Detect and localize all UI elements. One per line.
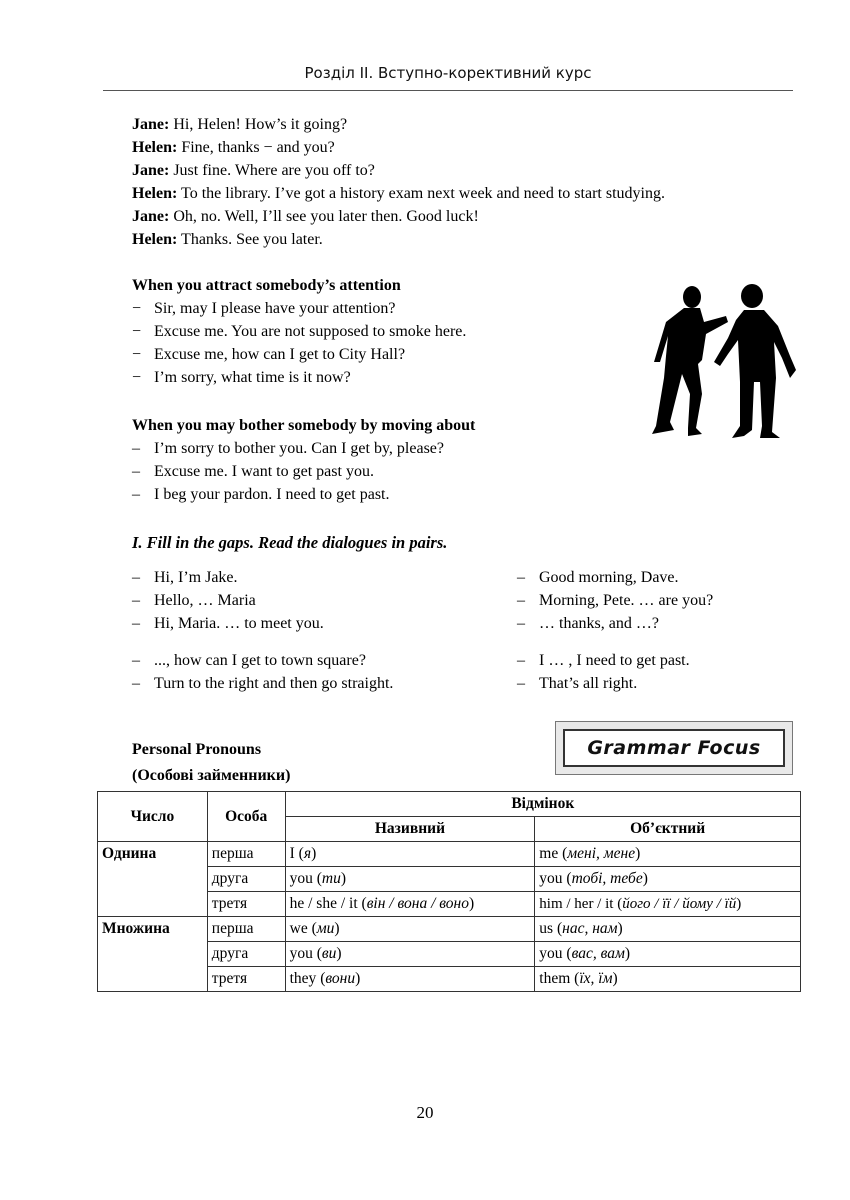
table-row: друга you (ви) you (вас, вам): [98, 942, 801, 967]
task-title: I. Fill in the gaps. Read the dialogues in pairs.: [132, 533, 448, 552]
task-right-group-2: [517, 649, 690, 695]
header-objective: Об’єктний: [535, 817, 801, 842]
attention-section: [132, 274, 466, 389]
dialogue-line: [132, 113, 665, 136]
utterance: Thanks. See you later.: [177, 231, 323, 248]
speaker: Jane:: [132, 116, 170, 133]
task-left-group-1: [132, 566, 324, 635]
speaker: Helen:: [132, 231, 178, 248]
grammar-focus-label: Grammar Focus: [587, 737, 761, 759]
dialogue: [132, 113, 665, 251]
pronouns-table: [97, 791, 801, 992]
utterance: To the library. I’ve got a history exam next week and need to start studying.: [177, 185, 665, 202]
dialogue-gap-line: – Good morning, Dave.: [517, 569, 679, 586]
list-item: − Sir, may I please have your attention?: [132, 300, 396, 317]
dialogue-line: [132, 136, 665, 159]
two-men-silhouette-illustration: [640, 282, 805, 444]
utterance: Hi, Helen! How’s it going?: [169, 116, 348, 133]
dialogue-gap-line: – Hi, Maria. … to meet you.: [132, 615, 324, 632]
running-header: Розділ II. Вступно-корективний курс: [304, 64, 592, 82]
speaker: Helen:: [132, 139, 178, 156]
bother-section: [132, 414, 475, 506]
list-item: − Excuse me. You are not supposed to smoke here.: [132, 323, 467, 340]
section-heading: When you may bother somebody by moving about: [132, 417, 476, 434]
table-row: Однина перша I (я) me (мені, мене): [98, 842, 801, 867]
list-item: − Excuse me, how can I get to City Hall?: [132, 346, 406, 363]
header-number: Число: [98, 792, 208, 842]
page-number: 20: [416, 1103, 434, 1122]
header-divider: [103, 90, 793, 91]
section-heading: When you attract somebody’s attention: [132, 277, 401, 294]
utterance: Fine, thanks − and you?: [177, 139, 335, 156]
utterance: Just fine. Where are you off to?: [169, 162, 375, 179]
pronouns-title: Personal Pronouns (Особові займенники): [132, 741, 291, 784]
dialogue-line: [132, 205, 665, 228]
dialogue-gap-line: – Morning, Pete. … are you?: [517, 592, 714, 609]
grammar-focus-badge: [555, 721, 793, 775]
task-left-group-2: [132, 649, 393, 695]
table-row: Множина перша we (ми) us (нас, нам): [98, 917, 801, 942]
utterance: Oh, no. Well, I’ll see you later then. Good luck!: [169, 208, 479, 225]
table-row: третя they (вони) them (їх, їм): [98, 967, 801, 992]
dialogue-line: [132, 228, 665, 251]
number-cell: Однина: [98, 842, 208, 917]
list-item: – I’m sorry to bother you. Can I get by, please?: [132, 440, 444, 457]
table-row: третя he / she / it (він / вона / воно) him / her / it (його / її / йому / їй): [98, 892, 801, 917]
dialogue-gap-line: – Hi, I’m Jake.: [132, 569, 238, 586]
header-case: Відмінок: [285, 792, 800, 817]
dialogue-gap-line: – That’s all right.: [517, 675, 638, 692]
table-header-row: [98, 792, 801, 817]
table-row: друга you (ти) you (тобі, тебе): [98, 867, 801, 892]
list-item: – I beg your pardon. I need to get past.: [132, 486, 390, 503]
dialogue-line: [132, 159, 665, 182]
dialogue-line: [132, 182, 665, 205]
speaker: Jane:: [132, 208, 170, 225]
number-cell: Множина: [98, 917, 208, 992]
task-right-group-1: [517, 566, 713, 635]
dialogue-gap-line: – Hello, … Maria: [132, 592, 256, 609]
dialogue-gap-line: – Turn to the right and then go straight.: [132, 675, 394, 692]
dialogue-gap-line: – … thanks, and …?: [517, 615, 659, 632]
speaker: Helen:: [132, 185, 178, 202]
dialogue-gap-line: – ..., how can I get to town square?: [132, 652, 366, 669]
speaker: Jane:: [132, 162, 170, 179]
header-nominative: Називний: [285, 817, 535, 842]
list-item: − I’m sorry, what time is it now?: [132, 369, 351, 386]
dialogue-gap-line: – I … , I need to get past.: [517, 652, 690, 669]
header-person: Особа: [207, 792, 285, 842]
list-item: – Excuse me. I want to get past you.: [132, 463, 374, 480]
